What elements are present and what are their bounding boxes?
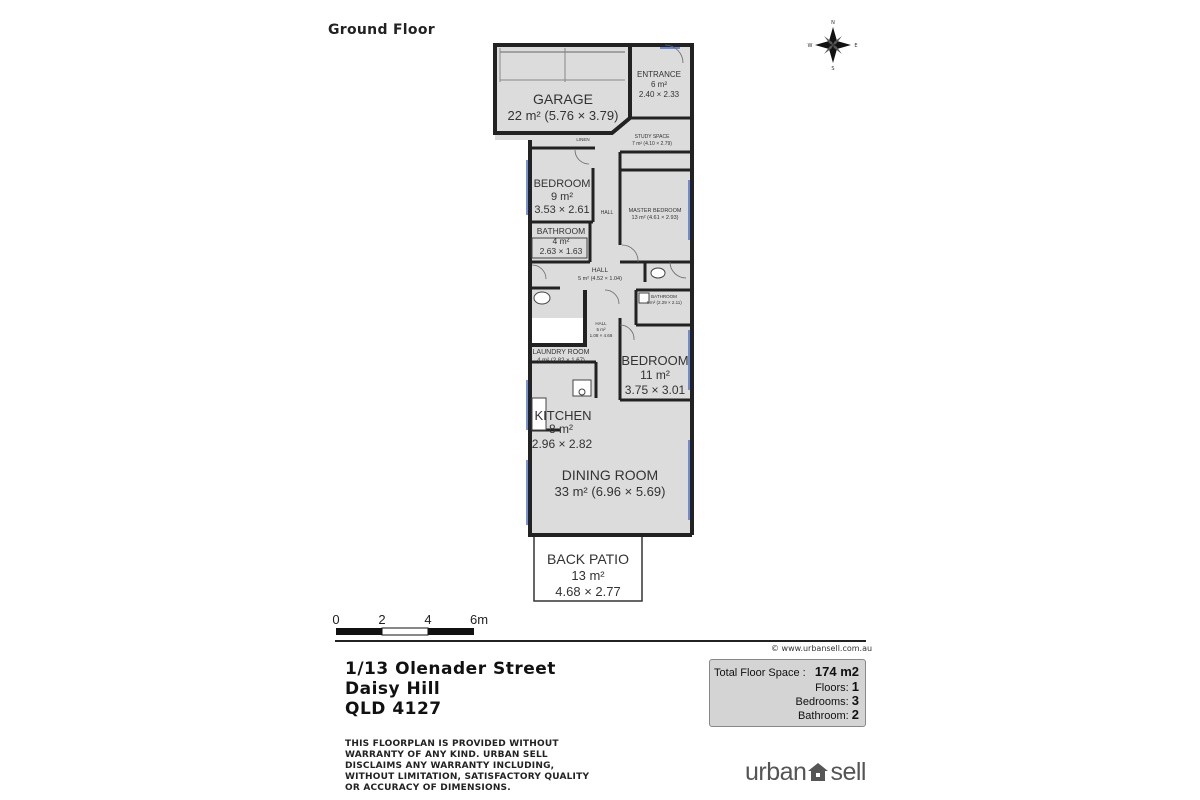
scale-bar — [336, 628, 474, 635]
hall1-dims: 5 m² (4.52 × 1.04) — [578, 276, 622, 282]
compass-w: W — [807, 43, 813, 49]
urbansell-logo — [745, 758, 866, 787]
ensuite-dims: 4 m² (2.29 × 2.11) — [646, 300, 682, 305]
patio-area: 13 m² — [571, 568, 605, 583]
entrance-name: ENTRANCE — [636, 70, 682, 79]
kitchen-name: KITCHEN — [534, 408, 592, 423]
hall2-dims: 1.08 × 4.68 — [589, 333, 613, 338]
bathroom1-dims: 2.63 × 1.63 — [539, 246, 583, 256]
bedroom2-name: BEDROOM — [621, 353, 689, 368]
kitchen-dims: 2.96 × 2.82 — [531, 437, 593, 451]
bathroom1-name: BATHROOM — [536, 226, 586, 236]
house-icon — [807, 760, 829, 780]
logo-text-right: sell — [830, 758, 866, 786]
address-line2: Daisy Hill — [345, 679, 441, 699]
master-dims: 13 m² (4.61 × 2.93) — [631, 215, 679, 221]
kitchen-area: 8 m² — [549, 422, 573, 436]
scale-label-0: 0 — [332, 612, 340, 627]
bedroom2-area: 11 m² — [640, 368, 670, 382]
garage-name: GARAGE — [533, 91, 593, 107]
floors-count: Floors: 1 — [815, 679, 859, 694]
garage-dims: 22 m² (5.76 × 3.79) — [507, 108, 619, 123]
scale-label-6: 6m — [469, 612, 489, 627]
compass-n: N — [831, 20, 835, 26]
laundry-dims: 4 m² (2.82 × 1.67) — [537, 358, 585, 364]
bathrooms-count: Bathroom: 2 — [797, 707, 859, 722]
ensuite-name: BATHROOM — [651, 294, 677, 299]
bathroom1-area: 4 m² — [552, 236, 570, 246]
study-dims: 7 m² (4.10 × 2.79) — [632, 141, 672, 147]
scale-label-2: 2 — [378, 612, 386, 627]
laundry-name: LAUNDRY ROOM — [532, 349, 590, 356]
bedroom1-area: 9 m² — [551, 191, 573, 203]
linen-name: LINEN — [576, 137, 590, 142]
master-name: MASTER BEDROOM — [628, 208, 682, 214]
dining-dims: 33 m² (6.96 × 5.69) — [554, 484, 666, 499]
floor-title: Ground Floor — [328, 22, 435, 38]
hall2-area: 5 m² — [596, 327, 606, 332]
bedroom2-dims: 3.75 × 3.01 — [624, 383, 686, 397]
dining-name: DINING ROOM — [561, 467, 659, 483]
hall-side-name: HALL — [600, 210, 614, 216]
compass-e: E — [854, 43, 858, 49]
disclaimer-text: THIS FLOORPLAN IS PROVIDED WITHOUT WARRANTY OF ANY KIND. URBAN SELL DISCLAIMS ANY WARRANTY INCLUDING, WITHOUT LIMITATION, SATISFACTORY QUALITY OR ACCURACY OF DIMENSIONS. — [345, 739, 590, 793]
floor-summary-box — [709, 659, 866, 727]
bedroom1-name: BEDROOM — [533, 178, 591, 190]
bedrooms-count: Bedrooms: 3 — [795, 693, 859, 708]
compass-icon — [808, 20, 858, 72]
scale-label-4: 4 — [424, 612, 432, 627]
study-name: STUDY SPACE — [634, 134, 670, 140]
total-floor-space: Total Floor Space : 174 m2 — [714, 664, 859, 679]
address-line3: QLD 4127 — [345, 699, 442, 719]
patio-name: BACK PATIO — [547, 551, 629, 567]
compass-s: S — [831, 66, 835, 72]
patio-dims: 4.68 × 2.77 — [555, 584, 621, 599]
hall1-name: HALL — [591, 267, 609, 274]
copyright-text: © www.urbansell.com.au — [771, 644, 873, 653]
hall2-name: HALL — [595, 321, 607, 326]
entrance-area: 6 m² — [651, 80, 667, 89]
logo-text-left: urban — [745, 758, 807, 786]
entrance-dims: 2.40 × 2.33 — [638, 90, 680, 99]
bedroom1-dims: 3.53 × 2.61 — [534, 204, 590, 216]
footer-divider — [335, 640, 866, 642]
address-line1: 1/13 Olenader Street — [345, 659, 556, 679]
